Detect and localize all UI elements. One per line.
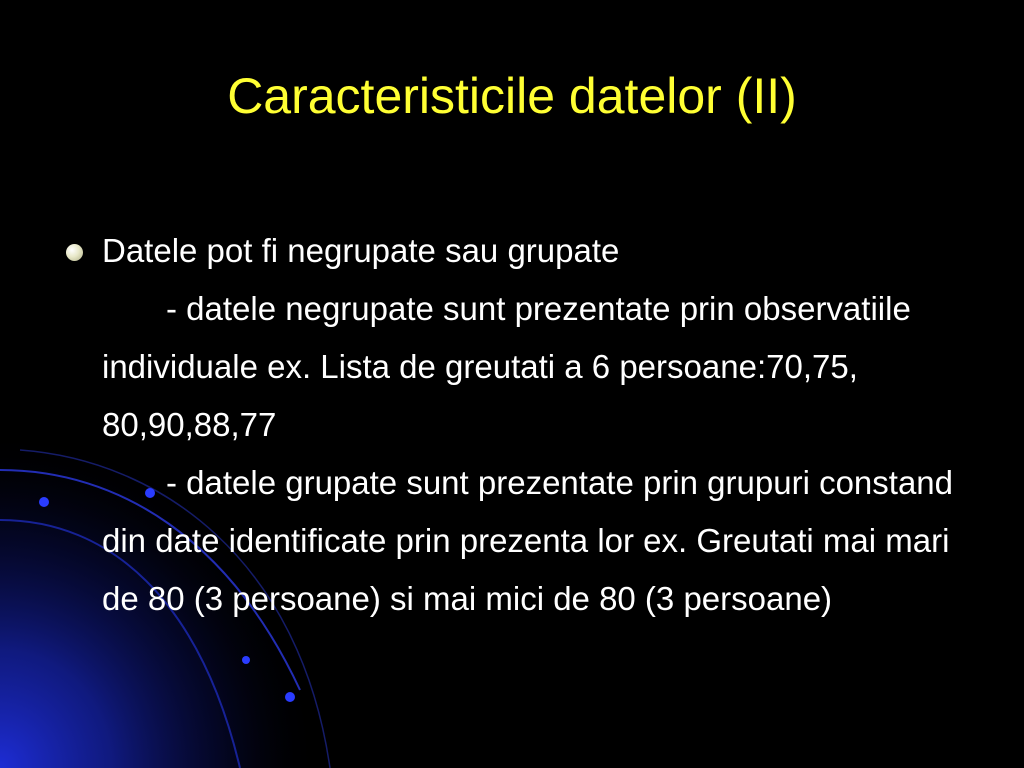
- paragraph-grouped: [60, 454, 970, 628]
- paragraph-ungrouped-text: - datele negrupate sunt prezentate prin observatiile individuale ex. Lista de greutati a 6 persoane:70,75, 80,90,88,77: [102, 290, 911, 443]
- bullet-item: [60, 222, 970, 280]
- decor-dot: [285, 692, 295, 702]
- decor-dot: [39, 497, 49, 507]
- paragraph-grouped-text: - datele grupate sunt prezentate prin grupuri constand din date identificate prin prezenta lor ex. Greutati mai mari de 80 (3 persoane) si mai mici de 80 (3 persoane): [102, 464, 954, 617]
- bullet-dot-icon: [66, 244, 83, 261]
- bullet-text: Datele pot fi negrupate sau grupate: [102, 232, 620, 269]
- paragraph-ungrouped: [60, 280, 970, 454]
- slide-body: [60, 222, 970, 628]
- slide-title: Caracteristicile datelor (II): [227, 68, 797, 124]
- decor-dot: [242, 656, 250, 664]
